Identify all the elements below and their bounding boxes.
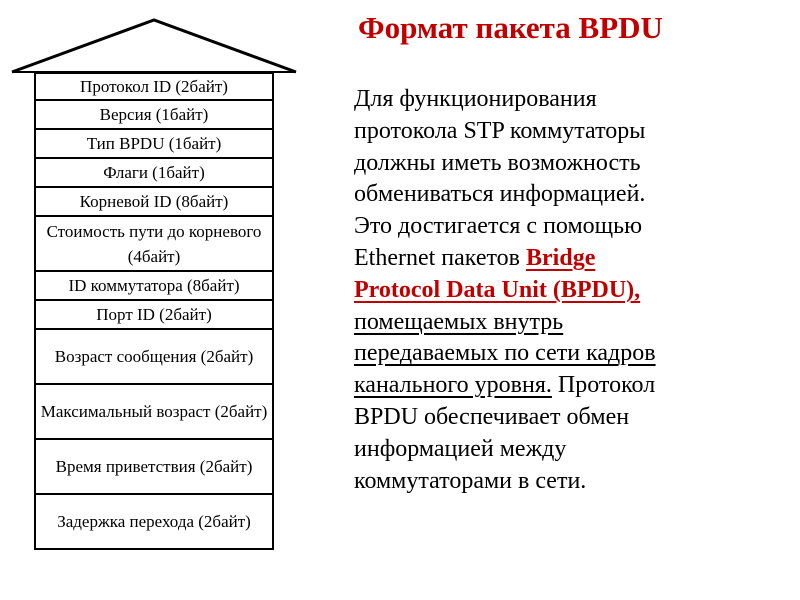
bpdu-field-stack <box>34 72 274 550</box>
bpdu-field <box>34 72 274 101</box>
text-line: обмениваться информацией. <box>354 181 646 208</box>
bpdu-field-label: Задержка перехода (2байт) <box>57 512 251 531</box>
underlined-text: помещаемых внутрь <box>354 308 564 335</box>
text-line: коммутаторами в сети. <box>354 467 587 494</box>
bpdu-field <box>34 272 274 301</box>
bpdu-field-label: ID коммутатора (8байт) <box>68 276 240 295</box>
underlined-text: передаваемых по сети кадров <box>354 340 656 367</box>
underlined-text: канального уровня. <box>354 372 552 399</box>
bpdu-field-label: Время приветствия (2байт) <box>55 457 253 476</box>
bpdu-term-highlight: Bridge <box>526 244 596 271</box>
bpdu-field <box>34 130 274 159</box>
bpdu-field <box>34 188 274 217</box>
bpdu-field <box>34 440 274 495</box>
bpdu-field-label: Максимальный возраст (2байт) <box>40 402 268 421</box>
bpdu-field <box>34 330 274 385</box>
bpdu-field-label: Возраст сообщения (2байт) <box>54 347 254 366</box>
bpdu-field <box>34 101 274 130</box>
bpdu-field <box>34 301 274 330</box>
text-segment: Ethernet пакетов <box>354 244 527 271</box>
bpdu-term-highlight: Protocol Data Unit (BPDU), <box>354 276 641 303</box>
bpdu-field-label: Флаги (1байт) <box>103 163 205 182</box>
text-line: протокола STP коммутаторы <box>354 117 646 144</box>
bpdu-field <box>34 159 274 188</box>
text-line: должны иметь возможность <box>354 149 641 176</box>
bpdu-field-label: Протокол ID (2байт) <box>80 77 228 96</box>
text-line <box>354 338 774 370</box>
text-line <box>354 307 774 339</box>
text-line: информацией между <box>354 435 567 462</box>
bpdu-field <box>34 385 274 440</box>
text-line: Для функционирования <box>354 86 597 112</box>
bpdu-field-label: Стоимость пути до корневого (4байт) <box>46 221 262 266</box>
bpdu-field <box>34 495 274 550</box>
text-line: BPDU обеспечивает обмен <box>354 403 630 430</box>
text-line <box>354 275 774 307</box>
text-segment: Протокол <box>551 372 656 399</box>
bpdu-field-label: Версия (1байт) <box>99 105 209 124</box>
bpdu-field-label: Корневой ID (8байт) <box>79 192 229 211</box>
text-line <box>354 370 774 402</box>
description-text <box>354 84 774 497</box>
page-title: Формат пакета BPDU <box>358 10 663 45</box>
bpdu-field-label: Тип BPDU (1байт) <box>86 134 222 153</box>
text-line: Это достигается с помощью <box>354 213 643 240</box>
bpdu-field-label: Порт ID (2байт) <box>96 305 212 324</box>
bpdu-field <box>34 217 274 272</box>
text-line <box>354 243 774 275</box>
